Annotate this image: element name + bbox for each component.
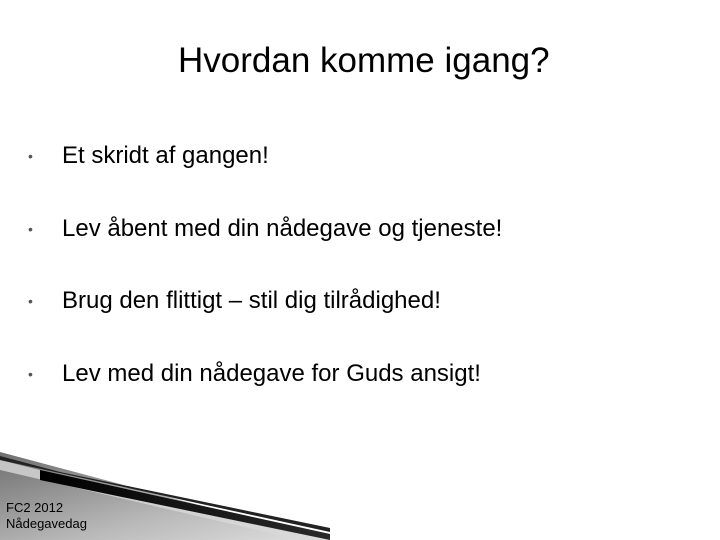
bullet-marker: •	[28, 148, 33, 165]
bullet-marker: •	[28, 220, 33, 237]
bullet-item	[28, 193, 698, 266]
bullet-text: Brug den flittigt – stil dig tilrådighed!	[62, 287, 441, 315]
bullet-item	[28, 120, 698, 193]
bullet-item	[28, 338, 698, 411]
footer-line-1: FC2 2012	[6, 500, 64, 515]
footer-text	[6, 500, 87, 532]
bullet-marker: •	[28, 365, 33, 382]
bullet-text: Lev åbent med din nådegave og tjeneste!	[62, 214, 503, 242]
bullet-marker: •	[28, 293, 33, 310]
bullet-text: Et skridt af gangen!	[62, 142, 269, 170]
bullet-list	[28, 120, 698, 410]
bullet-text: Lev med din nådegave for Guds ansigt!	[62, 359, 481, 387]
footer-line-2: Nådegavedag	[6, 516, 87, 531]
bullet-item	[28, 265, 698, 338]
slide-title: Hvordan komme igang?	[178, 41, 550, 80]
